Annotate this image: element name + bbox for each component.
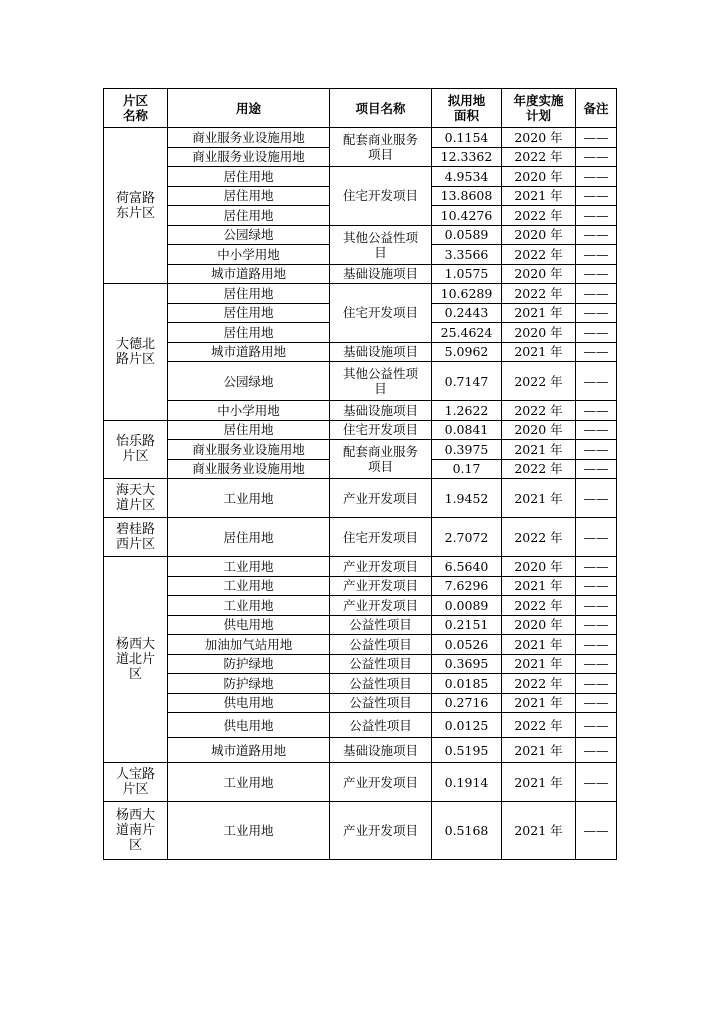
- area-cell: 0.3695: [432, 654, 502, 674]
- note-cell: ——: [576, 206, 617, 226]
- year-cell: 2022 年: [502, 362, 576, 401]
- use-cell: 供电用地: [168, 615, 330, 635]
- note-cell: ——: [576, 128, 617, 148]
- year-cell: 2021 年: [502, 440, 576, 460]
- note-cell: ——: [576, 303, 617, 323]
- header-area: 拟用地 面积: [432, 89, 502, 128]
- project-cell: 其他公益性项 目: [330, 362, 432, 401]
- area-cell: 4.9534: [432, 167, 502, 187]
- project-cell: 其他公益性项 目: [330, 225, 432, 264]
- area-cell: 1.0575: [432, 264, 502, 284]
- table-row: [104, 479, 617, 518]
- use-cell: 居住用地: [168, 284, 330, 304]
- district-name: 海天大 道片区: [104, 479, 168, 518]
- district-name: 杨西大 道北片 区: [104, 557, 168, 763]
- note-cell: ——: [576, 284, 617, 304]
- area-cell: 0.0589: [432, 225, 502, 245]
- project-cell: 住宅开发项目: [330, 284, 432, 343]
- year-cell: 2022 年: [502, 284, 576, 304]
- note-cell: ——: [576, 323, 617, 343]
- table-row: [104, 440, 617, 460]
- table-row: [104, 654, 617, 674]
- year-cell: 2021 年: [502, 654, 576, 674]
- project-cell: 产业开发项目: [330, 479, 432, 518]
- use-cell: 居住用地: [168, 186, 330, 206]
- area-cell: 0.0089: [432, 596, 502, 616]
- table-row: [104, 738, 617, 763]
- area-cell: 10.4276: [432, 206, 502, 226]
- note-cell: ——: [576, 225, 617, 245]
- note-cell: ——: [576, 459, 617, 479]
- table-row: [104, 635, 617, 655]
- district-name: 大德北 路片区: [104, 284, 168, 421]
- use-cell: 工业用地: [168, 596, 330, 616]
- project-cell: 公益性项目: [330, 654, 432, 674]
- area-cell: 5.0962: [432, 342, 502, 362]
- project-cell: 公益性项目: [330, 635, 432, 655]
- area-cell: 0.3975: [432, 440, 502, 460]
- note-cell: ——: [576, 518, 617, 557]
- year-cell: 2021 年: [502, 479, 576, 518]
- use-cell: 城市道路用地: [168, 264, 330, 284]
- table-row: [104, 557, 617, 577]
- use-cell: 城市道路用地: [168, 342, 330, 362]
- project-cell: 配套商业服务 项目: [330, 440, 432, 479]
- note-cell: ——: [576, 654, 617, 674]
- year-cell: 2022 年: [502, 401, 576, 421]
- note-cell: ——: [576, 635, 617, 655]
- note-cell: ——: [576, 693, 617, 713]
- table-row: [104, 342, 617, 362]
- area-cell: 0.1914: [432, 763, 502, 802]
- header-year: 年度实施 计划: [502, 89, 576, 128]
- year-cell: 2020 年: [502, 128, 576, 148]
- year-cell: 2020 年: [502, 167, 576, 187]
- project-cell: 产业开发项目: [330, 763, 432, 802]
- note-cell: ——: [576, 557, 617, 577]
- year-cell: 2021 年: [502, 576, 576, 596]
- area-cell: 25.4624: [432, 323, 502, 343]
- table-row: [104, 362, 617, 401]
- area-cell: 0.17: [432, 459, 502, 479]
- project-cell: 住宅开发项目: [330, 518, 432, 557]
- note-cell: ——: [576, 802, 617, 860]
- year-cell: 2021 年: [502, 342, 576, 362]
- area-cell: 10.6289: [432, 284, 502, 304]
- use-cell: 工业用地: [168, 763, 330, 802]
- project-cell: 公益性项目: [330, 713, 432, 738]
- project-cell: 产业开发项目: [330, 576, 432, 596]
- area-cell: 0.1154: [432, 128, 502, 148]
- district-name: 杨西大 道南片 区: [104, 802, 168, 860]
- use-cell: 工业用地: [168, 479, 330, 518]
- note-cell: ——: [576, 615, 617, 635]
- use-cell: 商业服务业设施用地: [168, 459, 330, 479]
- year-cell: 2020 年: [502, 264, 576, 284]
- year-cell: 2022 年: [502, 674, 576, 694]
- area-cell: 1.2622: [432, 401, 502, 421]
- use-cell: 供电用地: [168, 713, 330, 738]
- project-cell: 配套商业服务 项目: [330, 128, 432, 167]
- use-cell: 城市道路用地: [168, 738, 330, 763]
- table-row: [104, 693, 617, 713]
- year-cell: 2022 年: [502, 518, 576, 557]
- use-cell: 工业用地: [168, 576, 330, 596]
- land-use-table: [103, 88, 617, 860]
- note-cell: ——: [576, 401, 617, 421]
- year-cell: 2022 年: [502, 459, 576, 479]
- note-cell: ——: [576, 420, 617, 440]
- area-cell: 0.7147: [432, 362, 502, 401]
- project-cell: 住宅开发项目: [330, 167, 432, 226]
- year-cell: 2022 年: [502, 147, 576, 167]
- note-cell: ——: [576, 440, 617, 460]
- note-cell: ——: [576, 362, 617, 401]
- table-row: [104, 576, 617, 596]
- use-cell: 工业用地: [168, 557, 330, 577]
- area-cell: 2.7072: [432, 518, 502, 557]
- table-row: [104, 167, 617, 187]
- year-cell: 2022 年: [502, 596, 576, 616]
- use-cell: 加油加气站用地: [168, 635, 330, 655]
- year-cell: 2020 年: [502, 225, 576, 245]
- area-cell: 6.5640: [432, 557, 502, 577]
- project-cell: 公益性项目: [330, 674, 432, 694]
- use-cell: 工业用地: [168, 802, 330, 860]
- year-cell: 2020 年: [502, 323, 576, 343]
- use-cell: 中小学用地: [168, 245, 330, 265]
- use-cell: 中小学用地: [168, 401, 330, 421]
- district-name: 人宝路 片区: [104, 763, 168, 802]
- project-cell: 产业开发项目: [330, 557, 432, 577]
- use-cell: 居住用地: [168, 420, 330, 440]
- year-cell: 2020 年: [502, 615, 576, 635]
- use-cell: 防护绿地: [168, 674, 330, 694]
- area-cell: 0.0841: [432, 420, 502, 440]
- area-cell: 12.3362: [432, 147, 502, 167]
- use-cell: 居住用地: [168, 518, 330, 557]
- area-cell: 0.0526: [432, 635, 502, 655]
- project-cell: 基础设施项目: [330, 401, 432, 421]
- area-cell: 3.3566: [432, 245, 502, 265]
- project-cell: 基础设施项目: [330, 342, 432, 362]
- use-cell: 商业服务业设施用地: [168, 147, 330, 167]
- header-row: [104, 89, 617, 128]
- table-row: [104, 264, 617, 284]
- note-cell: ——: [576, 596, 617, 616]
- use-cell: 居住用地: [168, 303, 330, 323]
- table-row: [104, 420, 617, 440]
- area-cell: 0.0125: [432, 713, 502, 738]
- year-cell: 2020 年: [502, 557, 576, 577]
- district-name: 怡乐路 片区: [104, 420, 168, 479]
- project-cell: 公益性项目: [330, 615, 432, 635]
- note-cell: ——: [576, 342, 617, 362]
- note-cell: ——: [576, 738, 617, 763]
- note-cell: ——: [576, 186, 617, 206]
- use-cell: 居住用地: [168, 323, 330, 343]
- year-cell: 2020 年: [502, 420, 576, 440]
- district-name: 荷富路 东片区: [104, 128, 168, 284]
- area-cell: 0.2716: [432, 693, 502, 713]
- area-cell: 7.6296: [432, 576, 502, 596]
- table-row: [104, 401, 617, 421]
- area-cell: 0.2151: [432, 615, 502, 635]
- use-cell: 防护绿地: [168, 654, 330, 674]
- note-cell: ——: [576, 763, 617, 802]
- area-cell: 0.2443: [432, 303, 502, 323]
- area-cell: 0.5195: [432, 738, 502, 763]
- year-cell: 2022 年: [502, 245, 576, 265]
- year-cell: 2022 年: [502, 713, 576, 738]
- year-cell: 2021 年: [502, 635, 576, 655]
- table-row: [104, 674, 617, 694]
- table-row: [104, 284, 617, 304]
- project-cell: 公益性项目: [330, 693, 432, 713]
- note-cell: ——: [576, 264, 617, 284]
- area-cell: 1.9452: [432, 479, 502, 518]
- note-cell: ——: [576, 479, 617, 518]
- use-cell: 供电用地: [168, 693, 330, 713]
- note-cell: ——: [576, 167, 617, 187]
- table-row: [104, 596, 617, 616]
- year-cell: 2021 年: [502, 303, 576, 323]
- table-row: [104, 763, 617, 802]
- header-district: 片区 名称: [104, 89, 168, 128]
- year-cell: 2021 年: [502, 763, 576, 802]
- project-cell: 产业开发项目: [330, 596, 432, 616]
- header-project: 项目名称: [330, 89, 432, 128]
- note-cell: ——: [576, 576, 617, 596]
- project-cell: 住宅开发项目: [330, 420, 432, 440]
- use-cell: 商业服务业设施用地: [168, 128, 330, 148]
- use-cell: 公园绿地: [168, 362, 330, 401]
- district-name: 碧桂路 西片区: [104, 518, 168, 557]
- note-cell: ——: [576, 674, 617, 694]
- table-row: [104, 615, 617, 635]
- area-cell: 0.5168: [432, 802, 502, 860]
- use-cell: 居住用地: [168, 167, 330, 187]
- table-row: [104, 518, 617, 557]
- year-cell: 2021 年: [502, 693, 576, 713]
- table-row: [104, 713, 617, 738]
- use-cell: 商业服务业设施用地: [168, 440, 330, 460]
- area-cell: 13.8608: [432, 186, 502, 206]
- project-cell: 基础设施项目: [330, 264, 432, 284]
- note-cell: ——: [576, 245, 617, 265]
- table-row: [104, 225, 617, 245]
- header-note: 备注: [576, 89, 617, 128]
- note-cell: ——: [576, 147, 617, 167]
- project-cell: 基础设施项目: [330, 738, 432, 763]
- table-row: [104, 128, 617, 148]
- use-cell: 公园绿地: [168, 225, 330, 245]
- table-row: [104, 802, 617, 860]
- use-cell: 居住用地: [168, 206, 330, 226]
- project-cell: 产业开发项目: [330, 802, 432, 860]
- year-cell: 2021 年: [502, 802, 576, 860]
- note-cell: ——: [576, 713, 617, 738]
- year-cell: 2022 年: [502, 206, 576, 226]
- year-cell: 2021 年: [502, 186, 576, 206]
- header-use: 用途: [168, 89, 330, 128]
- year-cell: 2021 年: [502, 738, 576, 763]
- area-cell: 0.0185: [432, 674, 502, 694]
